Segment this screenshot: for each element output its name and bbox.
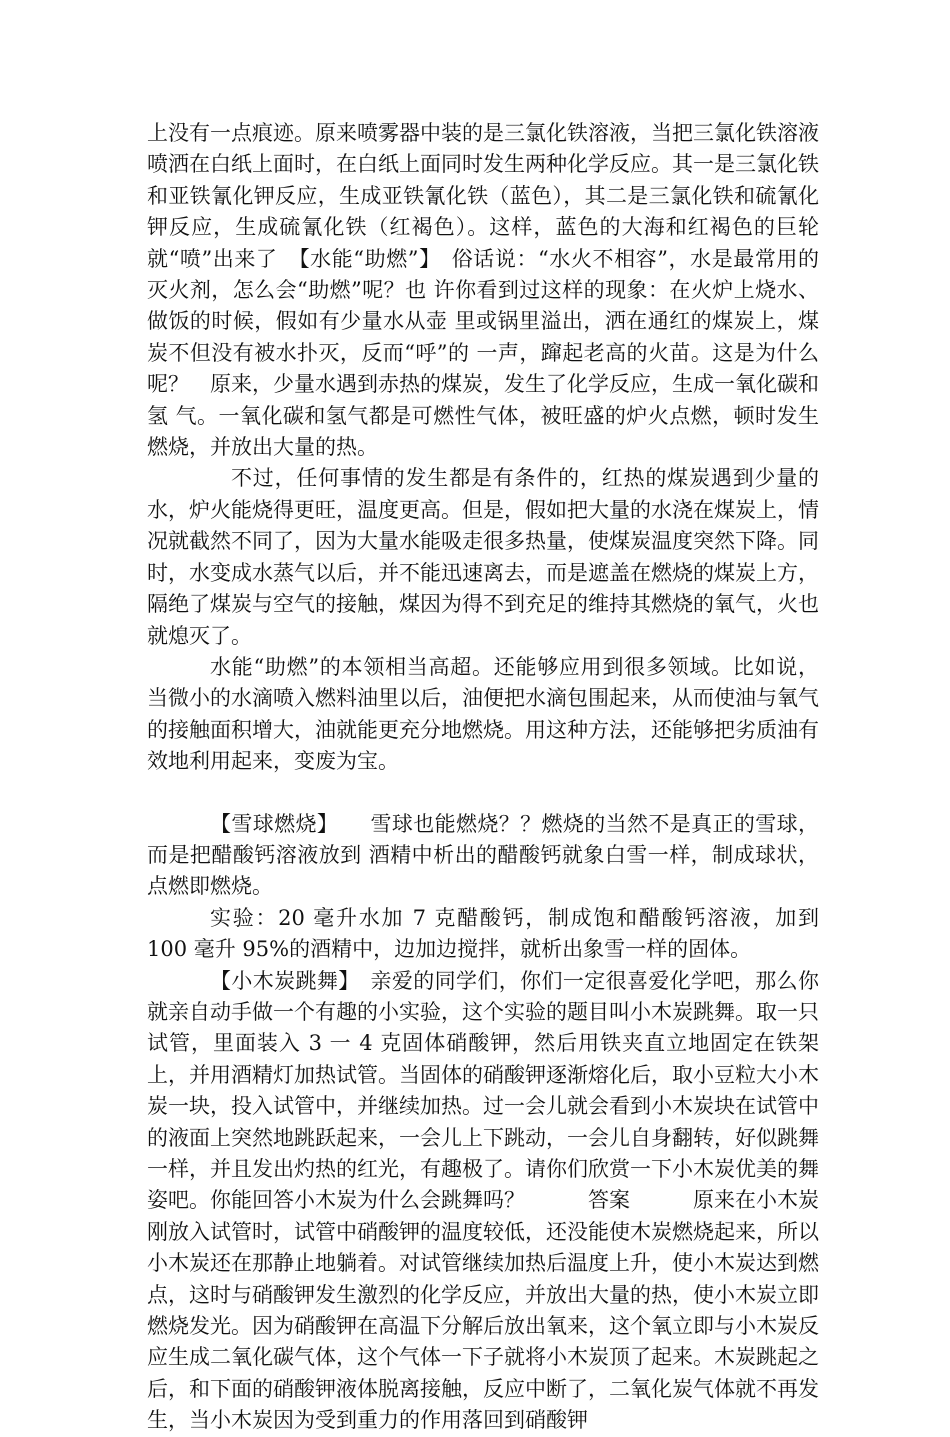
document-body [147, 118, 819, 1437]
paragraph-gap [147, 778, 819, 809]
paragraph-conditions: 不过，任何事情的发生都是有条件的，红热的煤炭遇到少量的水，炉火能烧得更旺，温度更高。但是，假如把大量的水浇在煤炭上，情况就截然不同了，因为大量水能吸走很多热量，使煤炭温度突然下降。同时，水变成水蒸气以后，并不能迅速离去，而是遮盖在燃烧的煤炭上方，隔绝了煤炭与空气的接触，煤因为得不到充足的维持其燃烧的氧气，火也就熄灭了。 [147, 466, 819, 648]
paragraph-charcoal-dance: 【小木炭跳舞】 亲爱的同学们，你们一定很喜爱化学吧，那么你就亲自动手做一个有趣的小实验，这个实验的题目叫小木炭跳舞。取一只试管，里面装入 3 一 4 克固体硝酸钾，然后用铁夹直立地固定在铁架上，并用酒精灯加热试管。当固体的硝酸钾逐渐熔化后，取小豆粒大小木炭一块，投入试管中，并继续加热。过一会儿就会看到小木炭块在试管中的液面上突然地跳跃起来，一会儿上下跳动，一会儿自身翻转，好似跳舞一样，并且发出灼热的红光，有趣极了。请你们欣赏一下小木炭优美的舞姿吧。你能回答小木炭为什么会跳舞吗？ 答案 原来在小木炭刚放入试管时，试管中硝酸钾的温度较低，还没能使木炭燃烧起来，所以小木炭还在那静止地躺着。对试管继续加热后温度上升，使小木炭达到燃点，这时与硝酸钾发生激烈的化学反应，并放出大量的热，使小木炭立即燃烧发光。因为硝酸钾在高温下分解后放出氧来，这个氧立即与小木炭反应生成二氧化碳气体，这个气体一下子就将小木炭顶了起来。木炭跳起之后，和下面的硝酸钾液体脱离接触，反应中断了，二氧化炭气体就不再发生，当小木炭因为受到重力的作用落回到硝酸钾 [147, 968, 819, 1433]
paragraph-applications: 水能“助燃”的本领相当高超。还能够应用到很多领域。比如说，当微小的水滴喷入燃料油里以后，油便把水滴包围起来，从而使油与氧气的接触面积增大，油就能更充分地燃烧。用这种方法，还能够把劣质油有效地利用起来，变废为宝。 [147, 654, 819, 774]
paragraph-snowball: 【雪球燃烧】 雪球也能燃烧？？燃烧的当然不是真正的雪球，而是把醋酸钙溶液放到 酒精中析出的醋酸钙就象白雪一样，制成球状，点燃即燃烧。 [147, 811, 819, 899]
paragraph-experiment: 实验：20 毫升水加 7 克醋酸钙，制成饱和醋酸钙溶液，加到 100 毫升 95%的酒精中，边加边搅拌，就析出象雪一样的固体。 [147, 905, 819, 962]
paragraph-fire-water: 上没有一点痕迹。原来喷雾器中装的是三氯化铁溶液，当把三氯化铁溶液喷洒在白纸上面时，在白纸上面同时发生两种化学反应。其一是三氯化铁和亚铁氰化钾反应，生成亚铁氰化铁（蓝色），其二是三氯化铁和硫氰化钾反应，生成硫氰化铁（红褐色）。这样，蓝色的大海和红褐色的巨轮就“喷”出来了 【水能“助燃”】 俗话说：“水火不相容”，水是最常用的灭火剂，怎么会“助燃”呢？也 许你看到过这样的现象：在火炉上烧水、做饭的时候，假如有少量水从壶 里或锅里溢出，洒在通红的煤炭上，煤炭不但没有被水扑灭，反而“呼”的 一声，蹿起老高的火苗。这是为什么呢？ 原来，少量水遇到赤热的煤炭，发生了化学反应，生成一氧化碳和氢 气。一氧化碳和氢气都是可燃性气体，被旺盛的炉火点燃，顿时发生燃烧，并放出大量的热。 [147, 121, 819, 460]
